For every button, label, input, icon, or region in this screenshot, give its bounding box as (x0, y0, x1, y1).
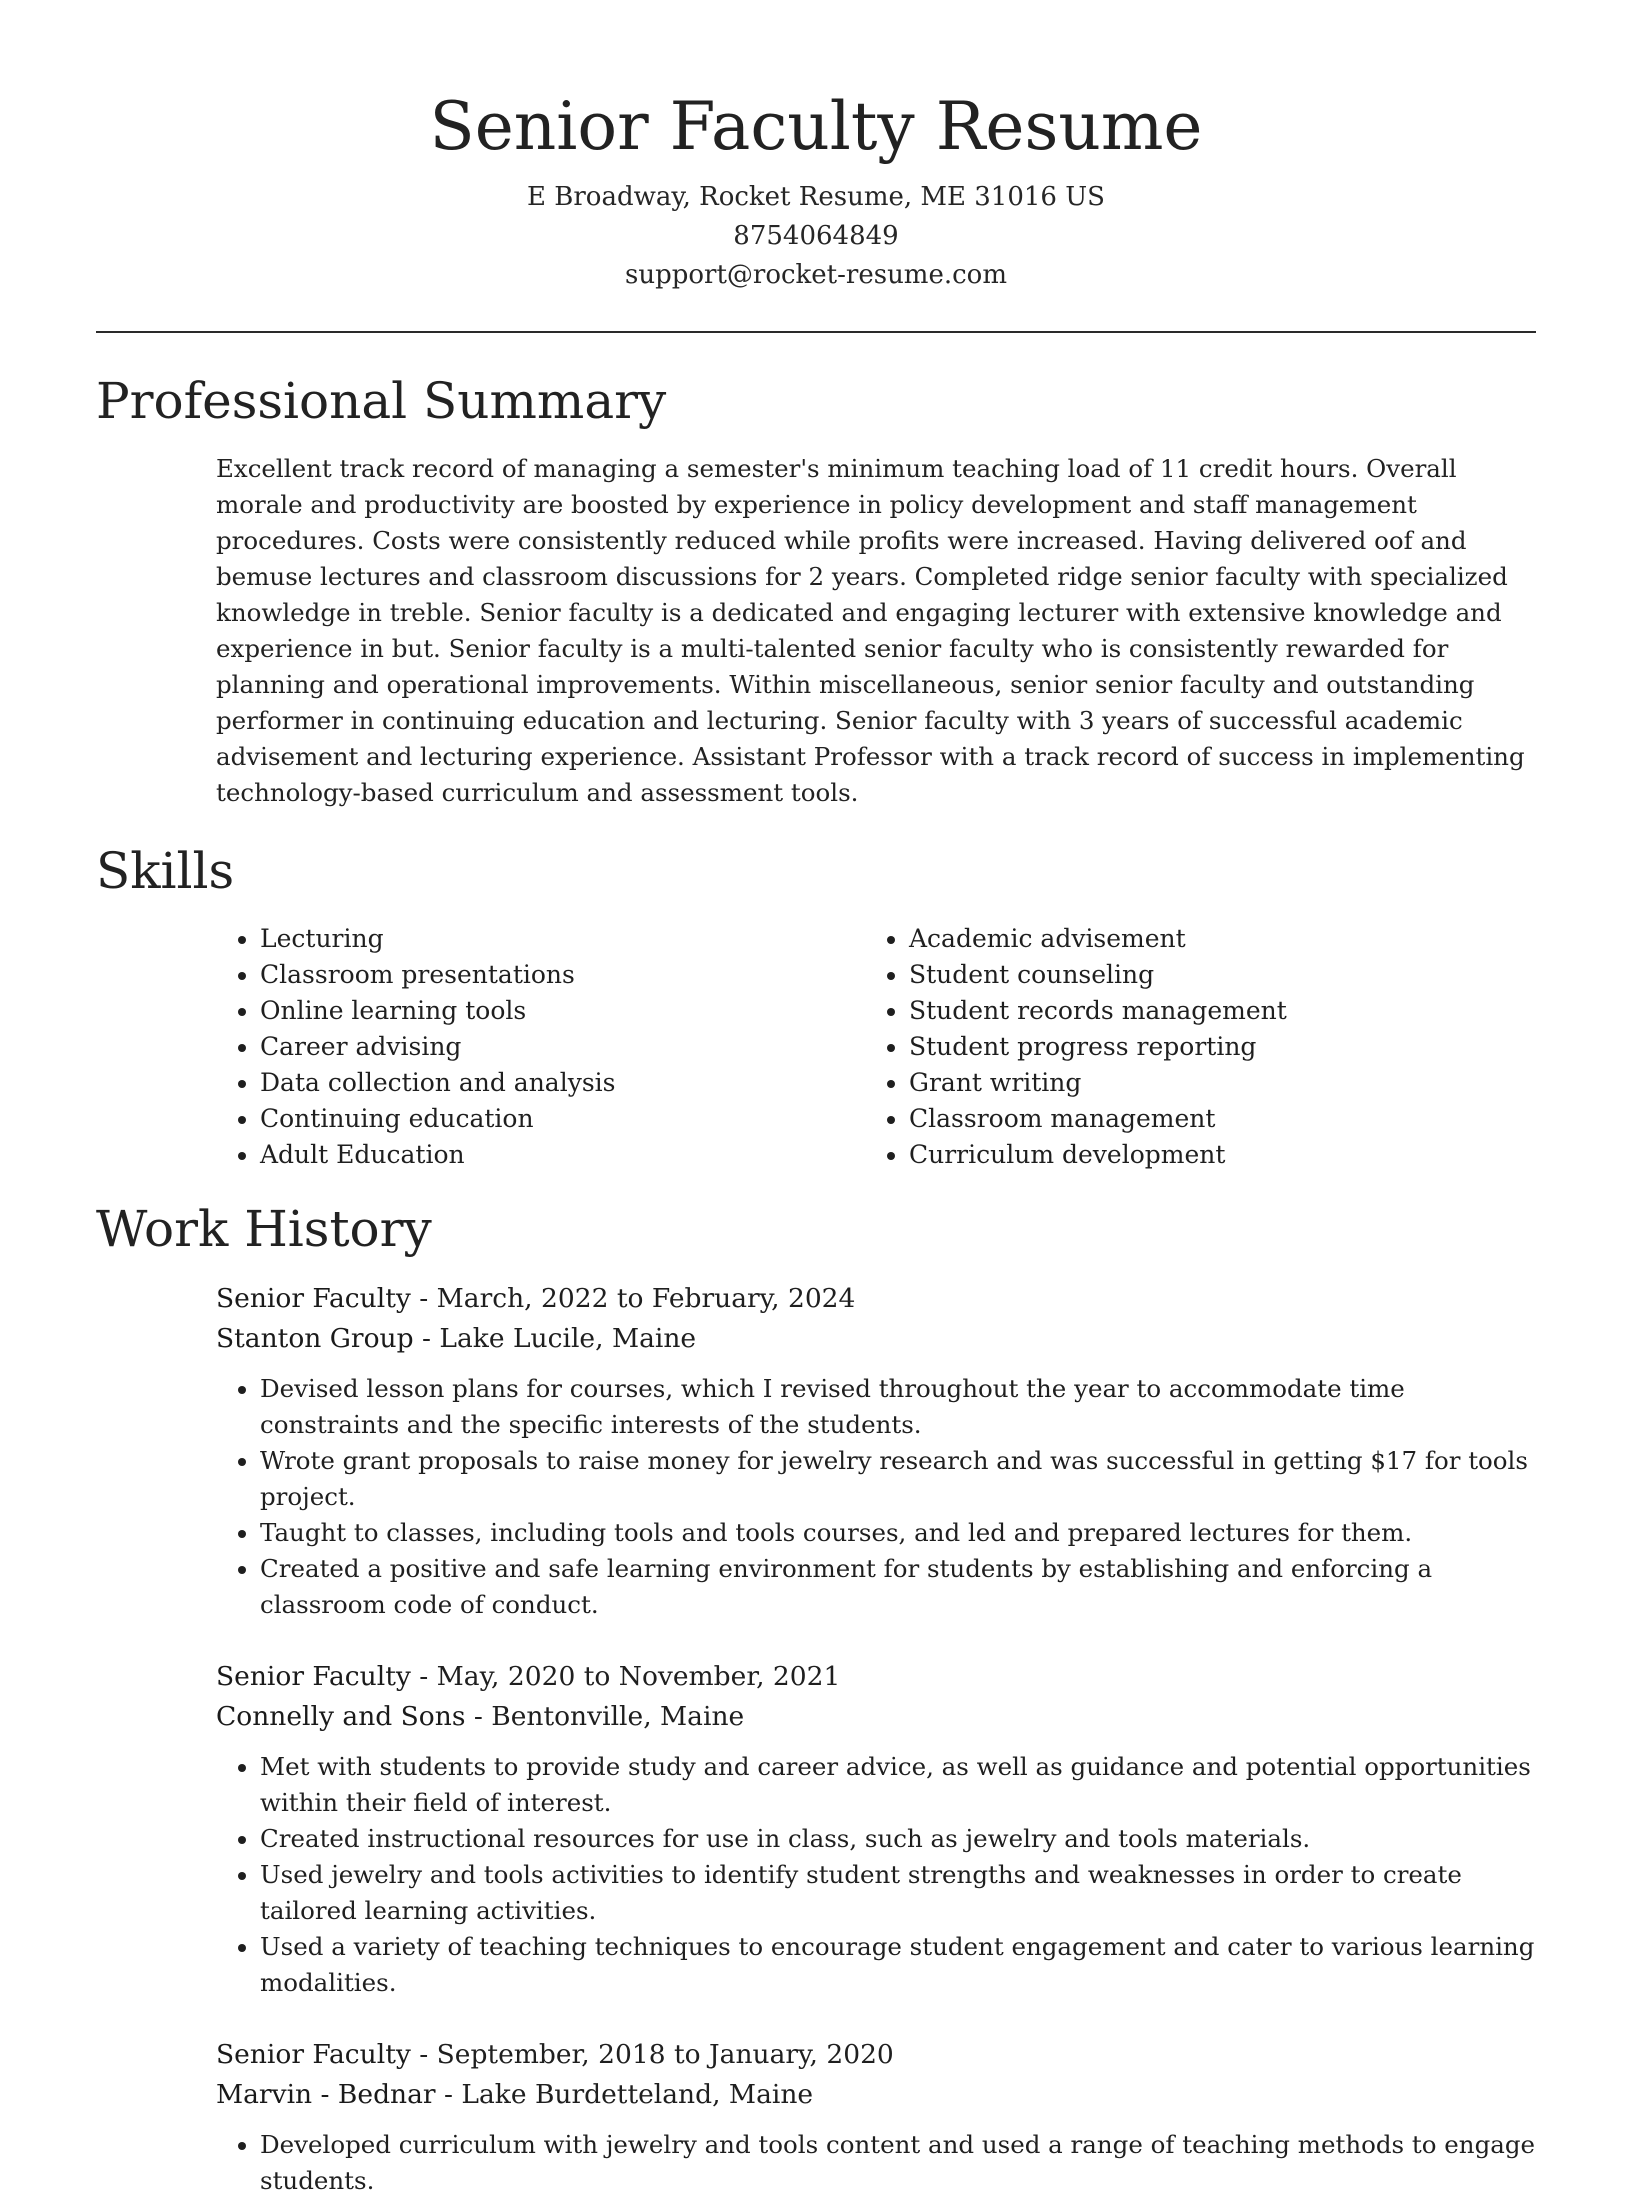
job-dates: - March, 2022 to February, 2024 (410, 1283, 856, 1314)
resume-page (96, 0, 1536, 2199)
job-location: - Lake Lucile, Maine (413, 1323, 697, 1354)
contact-address: E Broadway, Rocket Resume, ME 31016 US (527, 182, 1105, 212)
skills-heading: Skills (96, 842, 235, 900)
contact-info (96, 178, 1536, 295)
skill-item: • Curriculum development (909, 1137, 1514, 1173)
skill-item: • Continuing education (260, 1101, 865, 1137)
job-entry (216, 2035, 1536, 2199)
job-bullet-list (216, 1371, 1536, 1623)
job-bullet-list (216, 1749, 1536, 2001)
job-entry (216, 1657, 1536, 2001)
skill-item: • Adult Education (260, 1137, 865, 1173)
job-role: Senior Faculty (216, 1283, 411, 1314)
job-location: - Lake Burdetteland, Maine (435, 2079, 814, 2110)
resume-header (96, 0, 1536, 295)
job-role: Senior Faculty (216, 1661, 411, 1692)
skills-list-right (865, 921, 1514, 1173)
skill-item: • Student counseling (909, 957, 1514, 993)
skill-item: • Classroom presentations (260, 957, 865, 993)
skill-item: • Online learning tools (260, 993, 865, 1029)
job-company: Stanton Group (216, 1323, 414, 1354)
job-title-line (216, 2035, 1536, 2075)
job-title-line (216, 1657, 1536, 1697)
skill-item: • Lecturing (260, 921, 865, 957)
job-bullet: • Developed curriculum with jewelry and tools content and used a range of teaching methods to engage students. (260, 2127, 1536, 2199)
job-title-line (216, 1279, 1536, 1319)
job-dates: - September, 2018 to January, 2020 (410, 2039, 894, 2070)
contact-phone: 8754064849 (733, 221, 899, 251)
skill-item: • Classroom management (909, 1101, 1514, 1137)
summary-section (96, 371, 1536, 811)
resume-name: Senior Faculty Resume (429, 88, 1203, 165)
summary-text: Excellent track record of managing a semester's minimum teaching load of 11 credit hours. Overall morale and productivity are boosted by experience in policy development and staff management procedures. Costs were consistently reduced while profits were increased. Having delivered oof and bemuse lectures and classroom discussions for 2 years. Completed ridge senior faculty with specialized knowledge in treble. Senior faculty is a dedicated and engaging lecturer with extensive knowledge and experience in but. Senior faculty is a multi-talented senior faculty who is consistently rewarded for planning and operational improvements. Within miscellaneous, senior senior faculty and outstanding performer in continuing education and lecturing. Senior faculty with 3 years of successful academic advisement and lecturing experience. Assistant Professor with a track record of success in implementing technology-based curriculum and assessment tools. (216, 454, 1525, 807)
job-bullet: • Used jewelry and tools activities to identify student strengths and weaknesses in order to create tailored learning activities. (260, 1857, 1536, 1929)
skill-item: • Academic advisement (909, 921, 1514, 957)
job-bullet: • Created instructional resources for use in class, such as jewelry and tools materials. (260, 1821, 1536, 1857)
skill-item: • Student progress reporting (909, 1029, 1514, 1065)
header-divider (96, 331, 1536, 333)
skills-list-left (216, 921, 865, 1173)
job-company-line (216, 1697, 1536, 1737)
job-role: Senior Faculty (216, 2039, 411, 2070)
job-company-line (216, 1319, 1536, 1359)
summary-heading: Professional Summary (96, 372, 667, 430)
job-company: Connelly and Sons (216, 1701, 466, 1732)
work-history-section (96, 1199, 1536, 2199)
job-dates: - May, 2020 to November, 2021 (410, 1661, 841, 1692)
job-bullet: • Wrote grant proposals to raise money for jewelry research and was successful in getting $17 for tools project. (260, 1443, 1536, 1515)
job-bullet: • Devised lesson plans for courses, which I revised throughout the year to accommodate time constraints and the specific interests of the students. (260, 1371, 1536, 1443)
skill-item: • Data collection and analysis (260, 1065, 865, 1101)
job-bullet: • Taught to classes, including tools and tools courses, and led and prepared lectures for them. (260, 1515, 1536, 1551)
job-location: - Bentonville, Maine (465, 1701, 745, 1732)
skill-item: • Grant writing (909, 1065, 1514, 1101)
skills-grid (216, 921, 1536, 1173)
job-entry (216, 1279, 1536, 1623)
job-bullet: • Used a variety of teaching techniques to encourage student engagement and cater to various learning modalities. (260, 1929, 1536, 2001)
job-bullet: • Met with students to provide study and career advice, as well as guidance and potential opportunities within their field of interest. (260, 1749, 1536, 1821)
skills-section (96, 841, 1536, 1173)
job-bullet-list (216, 2127, 1536, 2199)
skill-item: • Career advising (260, 1029, 865, 1065)
job-bullet: • Created a positive and safe learning environment for students by establishing and enforcing a classroom code of conduct. (260, 1551, 1536, 1623)
skill-item: • Student records management (909, 993, 1514, 1029)
contact-email: support@rocket-resume.com (624, 260, 1007, 290)
job-company-line (216, 2075, 1536, 2115)
job-company: Marvin - Bednar (216, 2079, 436, 2110)
work-history-heading: Work History (96, 1200, 432, 1258)
